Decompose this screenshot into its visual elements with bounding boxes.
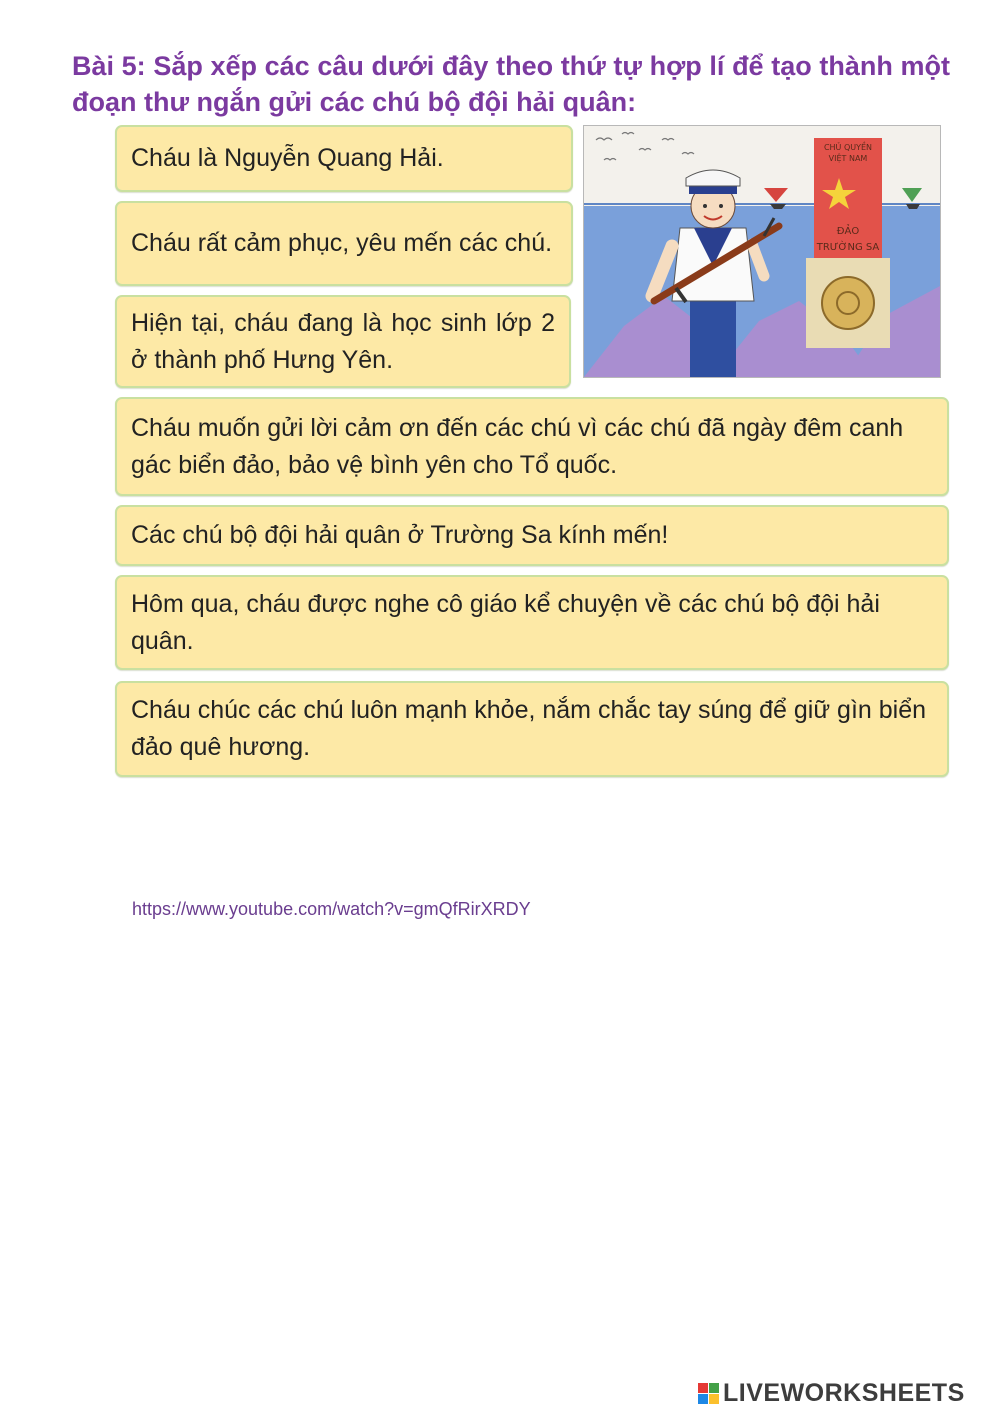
sentence-text-5: Các chú bộ đội hải quân ở Trường Sa kính mến! — [131, 521, 669, 549]
marker-text-1: CHỦ QUYỀN — [823, 143, 873, 152]
illustration-drawing — [584, 126, 940, 377]
sentence-box-3[interactable] — [115, 295, 571, 388]
sentence-text-3: Hiện tại, cháu đang là học sinh lớp 2 ở thành phố Hưng Yên. — [131, 308, 555, 374]
brand-name: LIVEWORKSHEETS — [723, 1378, 965, 1407]
sentence-box-4[interactable] — [115, 397, 949, 496]
brand-square-4 — [709, 1394, 719, 1404]
sentence-box-7[interactable] — [115, 681, 949, 777]
sentence-box-1[interactable] — [115, 125, 573, 192]
exercise-title: Bài 5: Sắp xếp các câu dưới đây theo thứ tự hợp lí để tạo thành một đoạn thư ngắn gửi các chú bộ đội hải quân: — [72, 51, 950, 117]
source-link[interactable]: https://www.youtube.com/watch?v=gmQfRirXRDY — [132, 899, 531, 919]
marker-text-4: TRƯỜNG SA — [816, 242, 880, 253]
sentence-box-5[interactable] — [115, 505, 949, 566]
brand-square-2 — [709, 1383, 719, 1393]
brand-squares-icon — [698, 1383, 719, 1404]
sentence-text-7: Cháu chúc các chú luôn mạnh khỏe, nắm chắc tay súng để giữ gìn biển đảo quê hương. — [131, 696, 927, 761]
marker-text-2: VIỆT NAM — [828, 154, 868, 163]
sentence-text-2: Cháu rất cảm phục, yêu mến các chú. — [131, 229, 553, 257]
sentence-text-6: Hôm qua, cháu được nghe cô giáo kể chuyện về các chú bộ đội hải quân. — [131, 589, 880, 655]
sentence-box-2[interactable] — [115, 201, 573, 286]
sentence-box-6[interactable] — [115, 575, 949, 670]
sentence-text-4: Cháu muốn gửi lời cảm ơn đến các chú vì các chú đã ngày đêm canh gác biển đảo, bảo vệ bình yên cho Tổ quốc. — [131, 413, 904, 479]
illustration-soldier — [583, 125, 941, 378]
liveworksheets-logo — [698, 1378, 965, 1408]
brand-square-1 — [698, 1383, 708, 1393]
marker-text-3: ĐẢO — [836, 226, 860, 237]
sentence-text-1: Cháu là Nguyễn Quang Hải. — [131, 144, 444, 172]
brand-square-3 — [698, 1394, 708, 1404]
